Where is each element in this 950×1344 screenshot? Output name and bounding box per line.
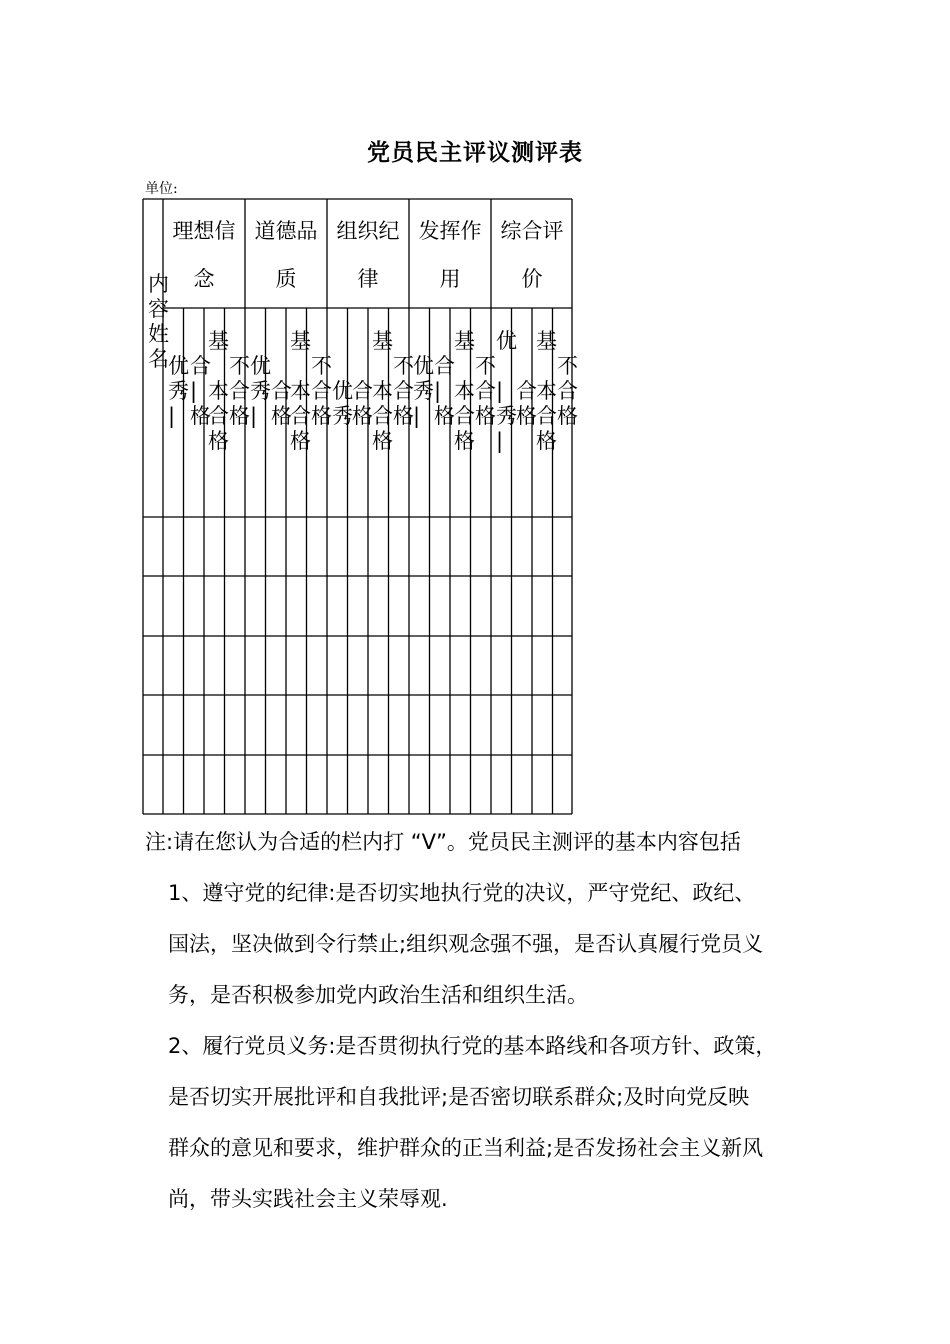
item-1-line: 国法，坚决做到令行禁止;组织观念强不强，是否认真履行党员义 <box>168 932 764 956</box>
grade-option-label: 优 | 秀 | <box>496 329 517 453</box>
item-2 <box>168 1021 818 1225</box>
grade-option-label: 合 格 <box>516 379 537 428</box>
grade-option-label: 基 本 合 格 <box>536 329 557 453</box>
grade-option-label: 不 合 格 <box>393 354 414 428</box>
grade-option-label: 优 秀 | <box>168 354 189 428</box>
item-1 <box>168 868 818 1021</box>
category-header: 道德品 质 <box>254 219 318 291</box>
grade-option-label: 不 合 格 <box>475 354 496 428</box>
category-header: 综合评 价 <box>500 219 564 291</box>
grade-option-label: 合 | 格 <box>434 354 455 428</box>
row-header: 内 容 姓 名 <box>148 272 169 371</box>
note-text: 注:请在您认为合适的栏内打 “V”。党员民主测评的基本内容包括 <box>145 830 741 854</box>
grade-option-label: 合 格 <box>271 379 292 428</box>
grade-option-label: 合 | 格 <box>190 354 211 428</box>
grade-option-label: 不 合 格 <box>229 354 250 428</box>
grade-option-label: 基 本 合 格 <box>290 329 311 453</box>
grade-option-label: 不 合 格 <box>311 354 332 428</box>
grade-option-label: 优 秀 <box>332 379 353 428</box>
item-2-line: 尚，带头实践社会主义荣辱观. <box>168 1187 448 1211</box>
item-2-line: 2、履行党员义务:是否贯彻执行党的基本路线和各项方针、政策， <box>168 1034 777 1058</box>
grade-option-label: 基 本 合 格 <box>454 329 475 453</box>
grade-option-label: 优 秀 | <box>250 354 271 428</box>
grade-option-label: 不 合 格 <box>557 354 578 428</box>
unit-label: 单位: <box>145 181 178 197</box>
category-header: 发挥作 用 <box>418 219 482 291</box>
grade-option-label: 基 本 合 格 <box>372 329 393 453</box>
grade-option-label: 基 本 合 格 <box>208 329 229 453</box>
grade-option-label: 优 秀 | <box>413 354 434 428</box>
page-title: 党员民主评议测评表 <box>367 140 583 166</box>
grade-option-label: 合 格 <box>352 379 373 428</box>
category-header: 理想信 念 <box>172 219 236 291</box>
category-header: 组织纪 律 <box>336 219 400 291</box>
item-2-line: 群众的意见和要求，维护群众的正当利益;是否发扬社会主义新风 <box>168 1136 764 1160</box>
item-1-line: 务，是否积极参加党内政治生活和组织生活。 <box>168 983 588 1007</box>
item-2-line: 是否切实开展批评和自我批评;是否密切联系群众;及时向党反映 <box>168 1085 750 1109</box>
item-1-line: 1、遵守党的纪律:是否切实地执行党的决议，严守党纪、政纪、 <box>168 881 756 905</box>
